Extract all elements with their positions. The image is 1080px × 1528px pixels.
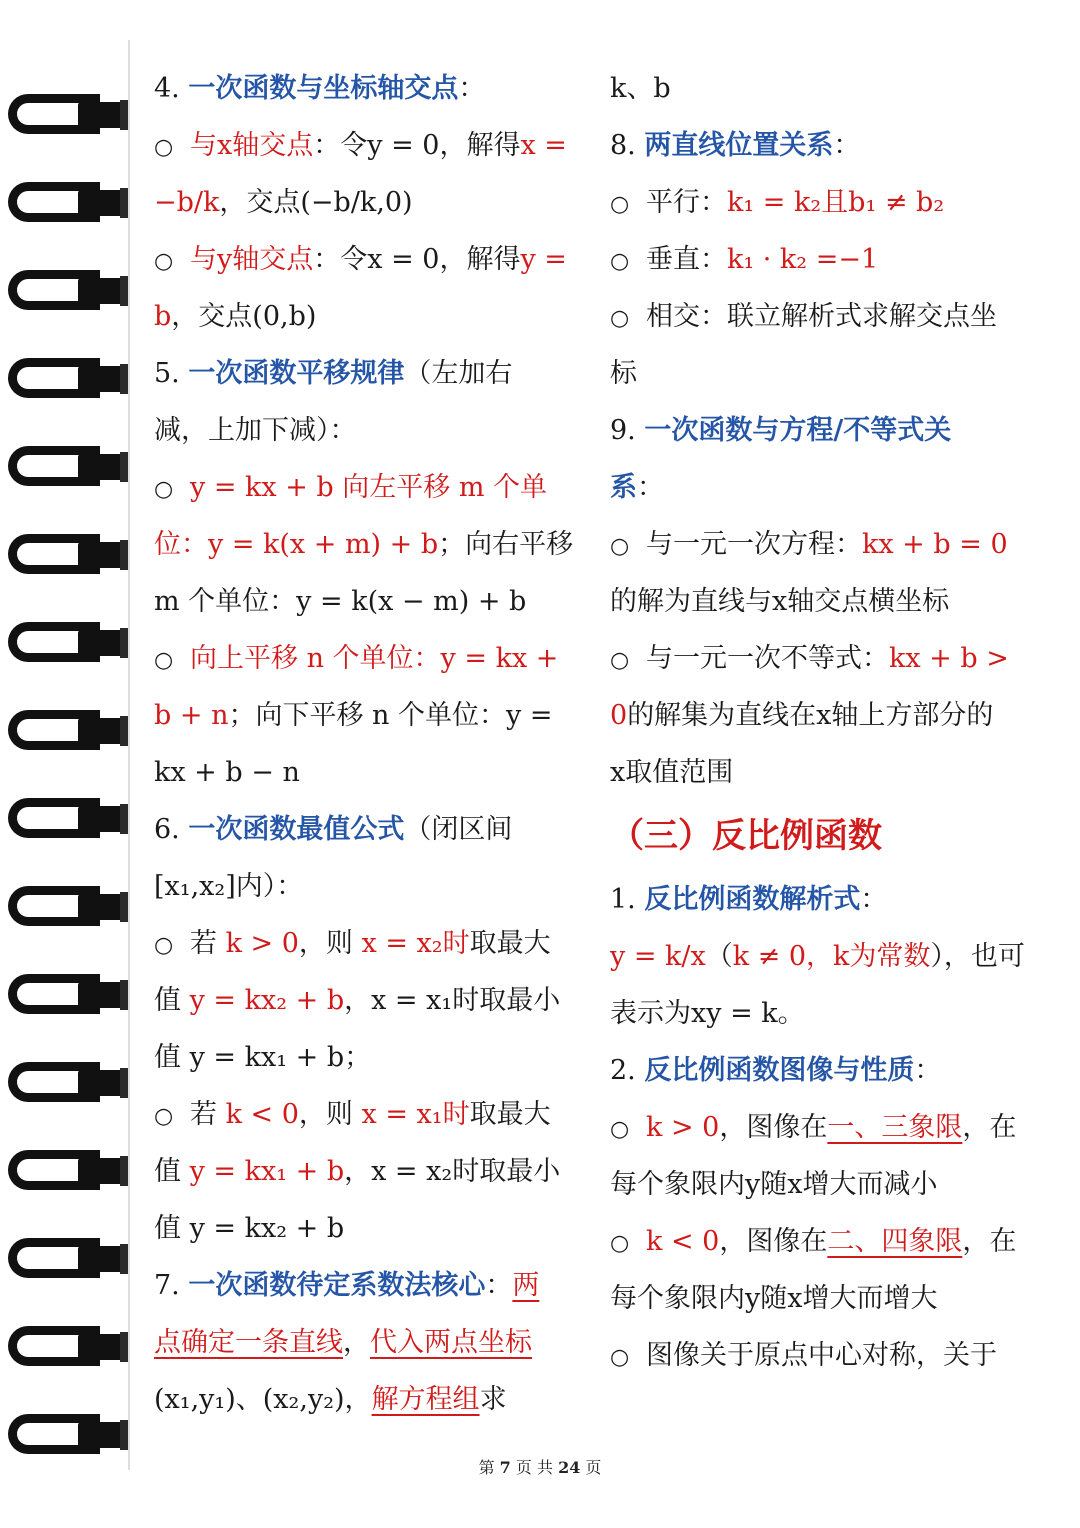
body-text: 4.	[154, 73, 189, 104]
text-line	[154, 288, 574, 345]
spiral-ring-icon	[8, 792, 128, 846]
text-line	[154, 1029, 574, 1086]
body-text: ，交点(0,b)	[171, 301, 317, 332]
body-text: ：令y = 0，解得	[313, 130, 521, 161]
highlight-text: 二、四象限	[827, 1226, 963, 1257]
text-line	[610, 928, 1030, 985]
body-text: (x₁,y₁)、(x₂,y₂)，	[154, 1384, 372, 1415]
body-text: ；向右平移	[438, 529, 574, 560]
circle-bullet-icon: ○	[610, 648, 630, 673]
body-text: 相交：联立解析式求解交点坐	[646, 301, 997, 332]
body-text: 若	[190, 1099, 226, 1130]
text-line	[610, 516, 1030, 573]
highlight-text: k < 0	[646, 1226, 720, 1257]
text-line	[154, 231, 574, 288]
highlight-text: 与x轴交点	[190, 130, 314, 161]
body-text: ：	[914, 1055, 942, 1086]
highlight-text: kx + b >	[889, 643, 1009, 674]
highlight-text: k₁ · k₂ =−1	[727, 244, 879, 275]
highlight-text: k₁ = k₂且b₁ ≠ b₂	[727, 187, 945, 218]
heading-text: 反比例函数解析式	[644, 884, 861, 915]
body-text: ：	[860, 884, 888, 915]
body-text: （闭区间	[404, 814, 513, 845]
body-text: 取最大	[469, 1099, 551, 1130]
page-footer	[0, 1455, 1080, 1478]
highlight-text: x = x₂时	[361, 928, 470, 959]
spiral-ring-icon	[8, 880, 128, 934]
text-line	[154, 459, 574, 516]
text-line	[154, 345, 574, 402]
text-line	[610, 174, 1030, 231]
body-text: k、b	[610, 73, 671, 104]
spiral-ring-icon	[8, 616, 128, 670]
spiral-ring-icon	[8, 88, 128, 142]
body-text: ；向下平移 n 个单位：y =	[228, 700, 553, 731]
text-line	[154, 402, 574, 459]
heading-text: 系	[610, 472, 637, 503]
body-text: x取值范围	[610, 757, 734, 788]
body-text: m 个单位：y = k(x − m) + b	[154, 586, 527, 617]
circle-bullet-icon: ○	[154, 1104, 174, 1129]
text-line	[154, 60, 574, 117]
heading-text: 一次函数平移规律	[188, 358, 405, 389]
body-text: 表示为xy = k。	[610, 998, 805, 1029]
body-text: 值 y = kx₂ + b	[154, 1213, 345, 1244]
body-text: ，x = x₂时取最小	[344, 1156, 561, 1187]
text-line	[610, 687, 1030, 744]
body-text: ：	[637, 472, 664, 503]
text-line	[154, 1257, 574, 1314]
highlight-text: 位：y = k(x + m) + b	[154, 529, 439, 560]
footer-middle: 页 共	[510, 1458, 559, 1477]
highlight-text: k ≠ 0，k为常数	[732, 941, 931, 972]
body-text: 7.	[154, 1270, 189, 1301]
text-line	[610, 459, 1030, 516]
page-edge	[128, 40, 130, 1470]
spiral-binding	[0, 40, 140, 1480]
highlight-text: y = kx₁ + b	[189, 1156, 345, 1187]
heading-text: 反比例函数图像与性质	[644, 1055, 915, 1086]
highlight-text: k > 0	[646, 1112, 720, 1143]
text-line	[154, 858, 574, 915]
highlight-text: x =	[520, 130, 567, 161]
circle-bullet-icon: ○	[610, 192, 630, 217]
section-heading	[610, 801, 1030, 871]
highlight-text: y = kx₂ + b	[189, 985, 345, 1016]
spiral-ring-icon	[8, 1232, 128, 1286]
body-text: 9.	[610, 415, 645, 446]
body-text: 与一元一次不等式：	[646, 643, 889, 674]
footer-page-number: 7	[499, 1458, 511, 1477]
heading-text: 一次函数与坐标轴交点	[188, 73, 459, 104]
footer-suffix: 页	[580, 1458, 602, 1477]
text-line	[154, 687, 574, 744]
highlight-text: kx + b = 0	[862, 529, 1008, 560]
text-line	[154, 630, 574, 687]
text-line	[154, 744, 574, 801]
body-text: ，在	[962, 1226, 1017, 1257]
body-text: 2.	[610, 1055, 645, 1086]
text-line	[610, 1099, 1030, 1156]
text-line	[610, 1042, 1030, 1099]
body-text: 取最大	[469, 928, 551, 959]
body-text: 若	[190, 928, 226, 959]
body-text: ：	[458, 73, 486, 104]
body-text: 每个象限内y随x增大而增大	[610, 1283, 938, 1314]
spiral-ring-icon	[8, 1320, 128, 1374]
text-line	[610, 630, 1030, 687]
text-line	[154, 1314, 574, 1371]
body-text: （	[705, 941, 733, 972]
circle-bullet-icon: ○	[154, 648, 174, 673]
highlight-text: 向上平移 n 个单位：y = kx +	[190, 643, 559, 674]
circle-bullet-icon: ○	[154, 135, 174, 160]
highlight-text: 一、三象限	[827, 1112, 963, 1143]
body-text: ，则	[298, 928, 362, 959]
text-line	[610, 1156, 1030, 1213]
body-text: 8.	[610, 130, 645, 161]
spiral-ring-icon	[8, 1056, 128, 1110]
circle-bullet-icon: ○	[610, 1345, 630, 1370]
text-line	[610, 402, 1030, 459]
body-text: ，	[343, 1327, 370, 1358]
highlight-text: y = kx + b 向左平移 m 个单	[190, 472, 548, 503]
heading-text: 一次函数与方程/不等式关	[644, 415, 952, 446]
spiral-ring-icon	[8, 704, 128, 758]
body-text: ），也可	[930, 941, 1025, 972]
text-line	[154, 573, 574, 630]
highlight-text: （三）反比例函数	[610, 816, 882, 856]
body-text: 值	[154, 1156, 190, 1187]
text-line	[154, 516, 574, 573]
body-text: （左加右	[404, 358, 513, 389]
highlight-text: −b/k	[154, 187, 220, 218]
highlight-text: 解方程组	[371, 1384, 480, 1415]
text-line	[610, 1270, 1030, 1327]
body-text: 图像关于原点中心对称，关于	[646, 1340, 997, 1371]
body-text: ，图像在	[719, 1226, 828, 1257]
text-line	[610, 60, 1030, 117]
highlight-text: 点确定一条直线	[154, 1327, 343, 1358]
highlight-text: x = x₁时	[361, 1099, 470, 1130]
body-text: 求	[479, 1384, 507, 1415]
spiral-ring-icon	[8, 528, 128, 582]
body-text: 的解集为直线在x轴上方部分的	[627, 700, 994, 731]
body-text: ，x = x₁时取最小	[344, 985, 561, 1016]
body-text: 平行：	[646, 187, 727, 218]
highlight-text: k < 0	[225, 1099, 299, 1130]
heading-text: 两直线位置关系	[644, 130, 834, 161]
highlight-text: y = k/x	[610, 941, 706, 972]
spiral-ring-icon	[8, 968, 128, 1022]
text-line	[610, 345, 1030, 402]
text-line	[610, 871, 1030, 928]
highlight-text: y =	[520, 244, 567, 275]
circle-bullet-icon: ○	[610, 249, 630, 274]
body-text: 标	[610, 358, 637, 389]
body-text: 6.	[154, 814, 189, 845]
highlight-text: b	[154, 301, 172, 332]
body-text: 5.	[154, 358, 189, 389]
spiral-ring-icon	[8, 352, 128, 406]
text-line	[610, 288, 1030, 345]
body-text: ：令x = 0，解得	[313, 244, 521, 275]
body-text: ，在	[962, 1112, 1017, 1143]
circle-bullet-icon: ○	[610, 534, 630, 559]
text-line	[610, 744, 1030, 801]
text-line	[610, 573, 1030, 630]
circle-bullet-icon: ○	[154, 933, 174, 958]
body-text: 减，上加下减）：	[154, 415, 357, 446]
heading-text: 一次函数最值公式	[188, 814, 405, 845]
footer-total-pages: 24	[558, 1458, 581, 1477]
text-line	[154, 972, 574, 1029]
spiral-ring-icon	[8, 440, 128, 494]
body-text: ，交点(−b/k,0)	[219, 187, 413, 218]
circle-bullet-icon: ○	[610, 1117, 630, 1142]
body-text: 的解为直线与x轴交点横坐标	[610, 586, 950, 617]
text-line	[154, 801, 574, 858]
body-text: kx + b − n	[154, 757, 300, 788]
left-column	[154, 60, 574, 1428]
spiral-ring-icon	[8, 264, 128, 318]
spiral-ring-icon	[8, 1408, 128, 1462]
text-line	[610, 1327, 1030, 1384]
body-text: ，图像在	[719, 1112, 828, 1143]
body-text: ：	[833, 130, 861, 161]
text-line	[154, 1143, 574, 1200]
footer-prefix: 第	[478, 1458, 500, 1477]
body-text: ：	[485, 1270, 513, 1301]
text-line	[154, 174, 574, 231]
highlight-text: 与y轴交点	[190, 244, 314, 275]
body-text: 垂直：	[646, 244, 727, 275]
spiral-ring-icon	[8, 1144, 128, 1198]
body-text: 与一元一次方程：	[646, 529, 862, 560]
body-text: 每个象限内y随x增大而减小	[610, 1169, 938, 1200]
text-line	[610, 117, 1030, 174]
text-line	[154, 117, 574, 174]
heading-text: 一次函数待定系数法核心	[188, 1270, 486, 1301]
text-line	[610, 985, 1030, 1042]
text-line	[154, 915, 574, 972]
highlight-text: b + n	[154, 700, 229, 731]
spiral-ring-icon	[8, 176, 128, 230]
highlight-text: k > 0	[225, 928, 299, 959]
text-line	[154, 1371, 574, 1428]
body-text: ，则	[298, 1099, 362, 1130]
text-line	[154, 1200, 574, 1257]
right-column	[610, 60, 1030, 1384]
highlight-text: 两	[512, 1270, 540, 1301]
circle-bullet-icon: ○	[154, 477, 174, 502]
text-line	[154, 1086, 574, 1143]
circle-bullet-icon: ○	[154, 249, 174, 274]
circle-bullet-icon: ○	[610, 1231, 630, 1256]
body-text: 值	[154, 985, 190, 1016]
body-text: [x₁,x₂]内）：	[154, 871, 304, 902]
highlight-text: 代入两点坐标	[370, 1327, 532, 1358]
highlight-text: 0	[610, 700, 628, 731]
circle-bullet-icon: ○	[610, 306, 630, 331]
text-line	[610, 1213, 1030, 1270]
body-text: 值 y = kx₁ + b；	[154, 1042, 372, 1073]
text-line	[610, 231, 1030, 288]
body-text: 1.	[610, 884, 645, 915]
